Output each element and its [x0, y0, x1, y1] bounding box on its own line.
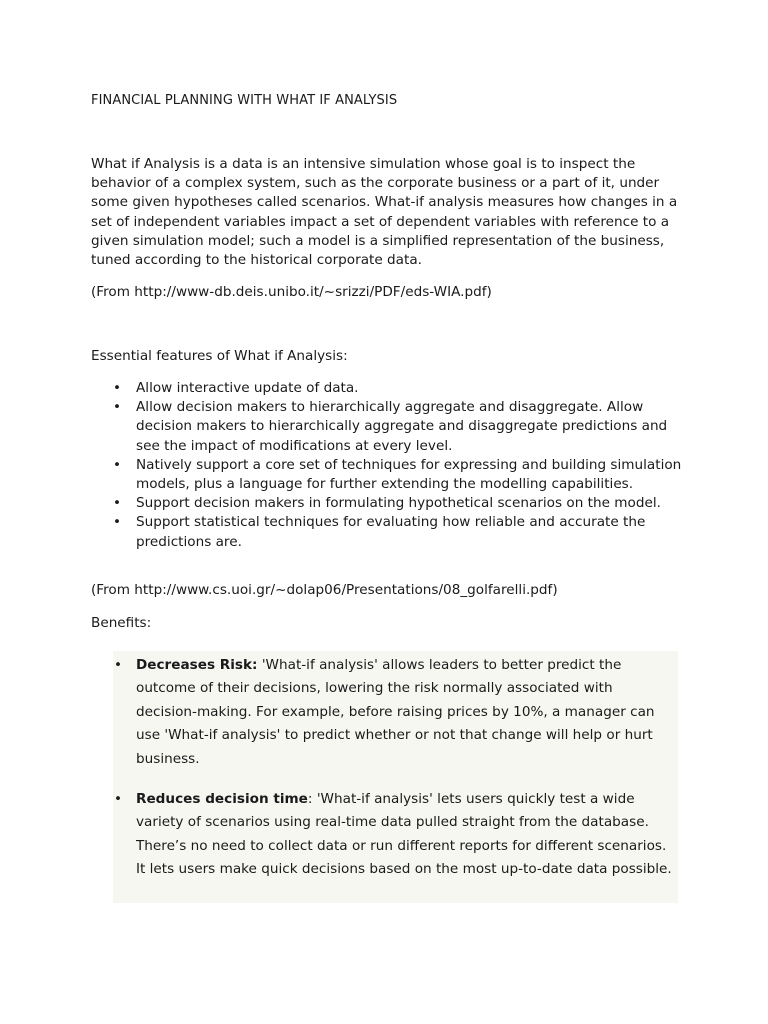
- feature-item: • Support statistical techniques for evaluating how reliable and accurate the predictions are.: [91, 513, 691, 551]
- source-citation-2: (From http://www.cs.uoi.gr/~dolap06/Presentations/08_golfarelli.pdf): [91, 582, 558, 598]
- benefit-item: [113, 788, 673, 882]
- benefit-text: : 'What-if analysis' lets users quickly test a wide variety of scenarios using real-time data pulled straight from the database. There’s no need to collect data or run different reports for different scenarios. It lets users make quick decisions based on the most up-to-date data possible.: [136, 791, 672, 878]
- features-list: [91, 379, 691, 552]
- intro-paragraph: What if Analysis is a data is an intensive simulation whose goal is to inspect the behavior of a complex system, such as the corporate business or a part of it, under some given hypotheses called scenarios. What-if analysis measures how changes in a set of independent variables impact a set of dependent variables with reference to a given simulation model; such a model is a simplified representation of the business, tuned according to the historical corporate data.: [91, 156, 678, 269]
- features-heading: Essential features of What if Analysis:: [91, 348, 348, 364]
- feature-item: • Support decision makers in formulating hypothetical scenarios on the model.: [91, 494, 691, 513]
- benefit-text: 'What-if analysis' allows leaders to better predict the outcome of their decisions, lowering the risk normally associated with decision-making. For example, before raising prices by 10%, a manager can use 'What-if analysis' to predict whether or not that change will help or hurt business.: [136, 657, 655, 767]
- benefit-item: [113, 654, 673, 771]
- benefit-term: Reduces decision time: [136, 791, 308, 808]
- feature-item: • Allow interactive update of data.: [91, 379, 691, 398]
- feature-item: • Allow decision makers to hierarchically aggregate and disaggregate. Allow decision makers to hierarchically aggregate and disaggregate predictions and see the impact of modifications at every level.: [91, 398, 691, 456]
- benefit-term: Decreases Risk:: [136, 657, 258, 673]
- benefits-list: [113, 654, 673, 882]
- benefits-heading: Benefits:: [91, 615, 152, 631]
- feature-item: • Natively support a core set of techniques for expressing and building simulation models, plus a language for further extending the modelling capabilities.: [91, 456, 691, 494]
- document-title: FINANCIAL PLANNING WITH WHAT IF ANALYSIS: [91, 93, 398, 108]
- source-citation-1: (From http://www-db.deis.unibo.it/~srizzi/PDF/eds-WIA.pdf): [91, 284, 492, 300]
